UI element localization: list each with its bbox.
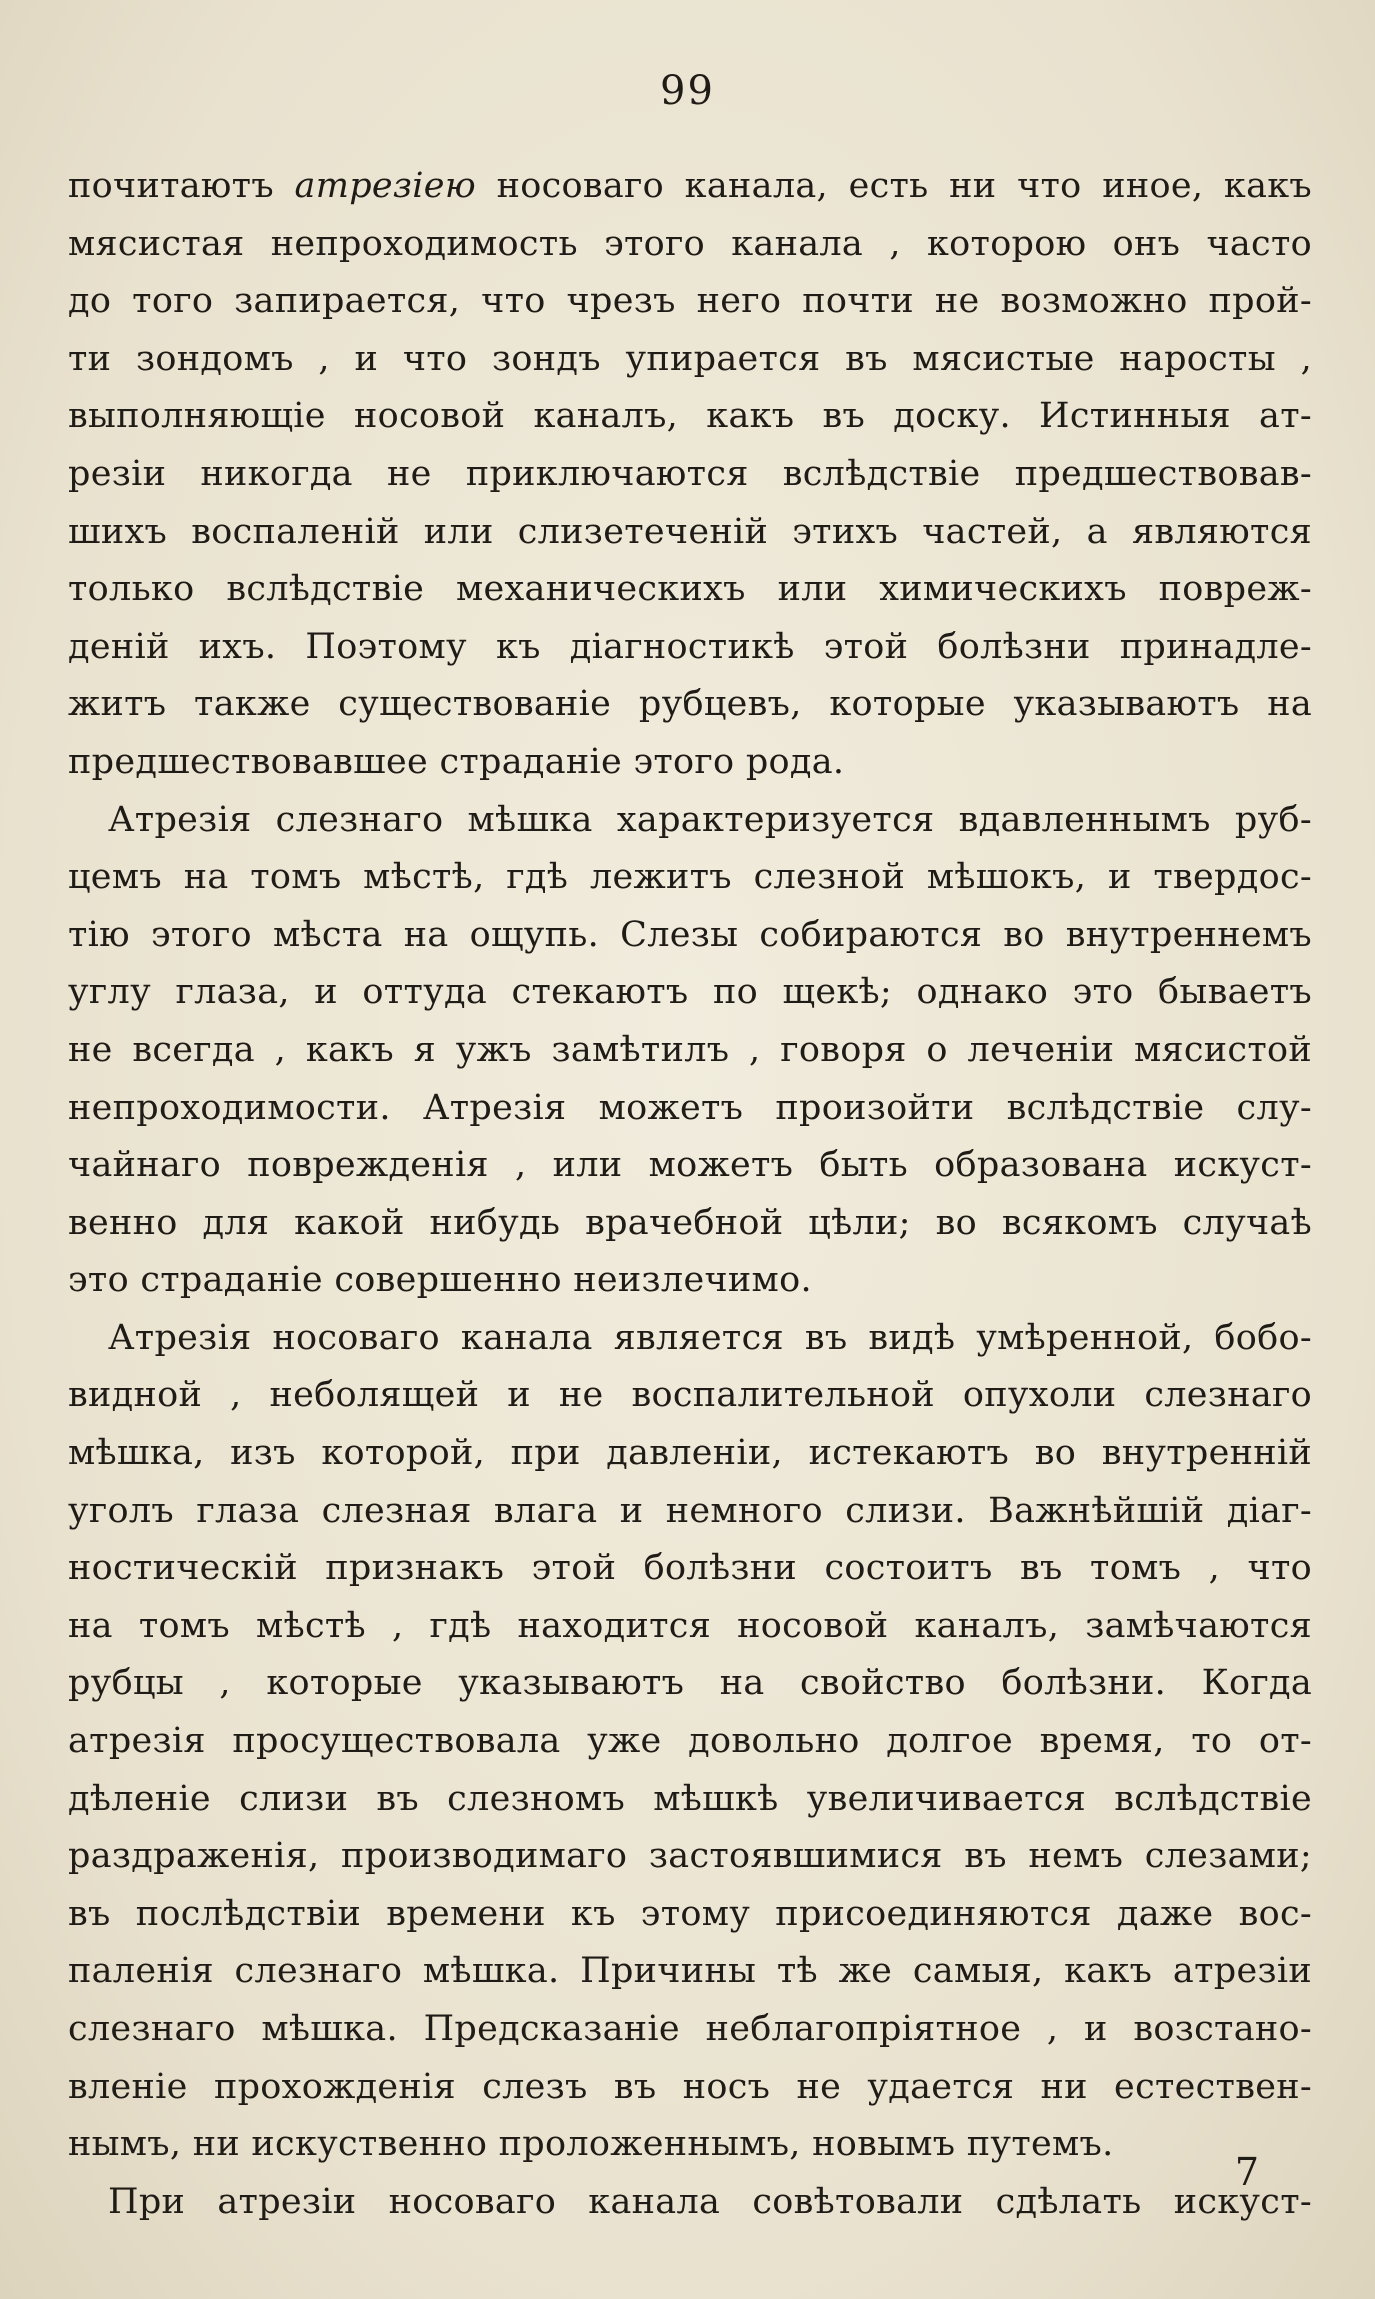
text-line: рубцы , которые указываютъ на свойство болѣзни. Когда <box>68 1663 1312 1704</box>
text-line: нымъ, ни искуственно проложеннымъ, новымъ путемъ. <box>68 2124 1114 2165</box>
body-text <box>68 158 1312 2231</box>
emphasized-term: атрезiею <box>294 166 476 206</box>
text-line: видной , неболящей и не воспалительной опухоли слезнаго <box>68 1375 1312 1416</box>
text-line: денiй ихъ. Поэтому къ дiагностикѣ этой болѣзни принадле- <box>68 626 1312 667</box>
text-line: шихъ воспаленiй или слизетеченiй этихъ частей, а являются <box>68 511 1312 552</box>
text-line: венно для какой нибудь врачебной цѣли; во всякомъ случаѣ <box>68 1202 1312 1243</box>
text-line: уголъ глаза слезная влага и немного слизи. Важнѣйшiй дiаг- <box>68 1490 1312 1531</box>
text-line: углу глаза, и оттуда стекаютъ по щекѣ; однако это бываетъ <box>68 972 1312 1013</box>
text-line: непроходимости. Атрезiя можетъ произойти вслѣдствiе слу- <box>68 1087 1312 1128</box>
page-number: 99 <box>660 68 715 114</box>
text-line: слезнаго мѣшка. Предсказанiе неблагопрiятное , и возстано- <box>68 2009 1312 2049</box>
signature-mark: 7 <box>1234 2150 1259 2194</box>
text-line: цемъ на томъ мѣстѣ, гдѣ лежитъ слезной мѣшокъ, и твердос- <box>68 857 1312 898</box>
text-line: раздраженiя, производимаго застоявшимися въ немъ слезами; <box>68 1836 1312 1877</box>
text-line: въ послѣдствiи времени къ этому присоединяются даже вос- <box>68 1893 1312 1934</box>
text-line: мясистая непроходимость этого канала , которою онъ часто <box>68 223 1312 264</box>
text-line: выполняющiе носовой каналъ, какъ въ доску. Истинныя ат- <box>68 396 1312 437</box>
text-line: резiи никогда не приключаются вслѣдствiе предшествовав- <box>68 453 1312 494</box>
text-line: При атрезiи носоваго канала совѣтовали сдѣлать искуст- <box>108 2181 1312 2222</box>
text-line: чайнаго поврежденiя , или можетъ быть образована искуст- <box>68 1145 1312 1186</box>
text-line: тiю этого мѣста на ощупь. Слезы собираются во внутреннемъ <box>68 914 1312 955</box>
text-line: на томъ мѣстѣ , гдѣ находится носовой каналъ, замѣчаются <box>68 1605 1312 1646</box>
text-line: вленiе прохожденiя слезъ въ носъ не удается ни естествен- <box>68 2066 1312 2107</box>
text-line: не всегда , какъ я ужъ замѣтилъ , говоря о леченiи мясистой <box>68 1029 1312 1070</box>
text-line: дѣленiе слизи въ слезномъ мѣшкѣ увеличивается вслѣдствiе <box>68 1778 1312 1819</box>
text-line: ностическiй признакъ этой болѣзни состоитъ въ томъ , что <box>68 1548 1312 1589</box>
text-line: Атрезiя носоваго канала является въ видѣ умѣренной, бобо- <box>108 1317 1312 1358</box>
text-line: атрезiя просуществовала уже довольно долгое время, то от- <box>68 1721 1312 1762</box>
text-line: предшествовавшее страданiе этого рода. <box>68 741 845 782</box>
text-line: мѣшка, изъ которой, при давленiи, истекаютъ во внутреннiй <box>68 1433 1312 1474</box>
text-line: это страданiе совершенно неизлечимо. <box>68 1260 812 1301</box>
text-line: почитаютъ атрезiею носоваго канала, есть ни что иное, какъ <box>68 166 1312 206</box>
text-line: Атрезiя слезнаго мѣшка характеризуется вдавленнымъ руб- <box>108 799 1312 840</box>
text-line: только вслѣдствiе механическихъ или химическихъ повреж- <box>68 569 1312 610</box>
text-line: житъ также существованiе рубцевъ, которые указываютъ на <box>68 684 1312 725</box>
text-line: до того запирается, что чрезъ него почти не возможно прой- <box>68 281 1312 322</box>
text-line: паленiя слезнаго мѣшка. Причины тѣ же самыя, какъ атрезiи <box>68 1951 1312 1992</box>
text-line: ти зондомъ , и что зондъ упирается въ мясистые наросты , <box>68 338 1312 379</box>
